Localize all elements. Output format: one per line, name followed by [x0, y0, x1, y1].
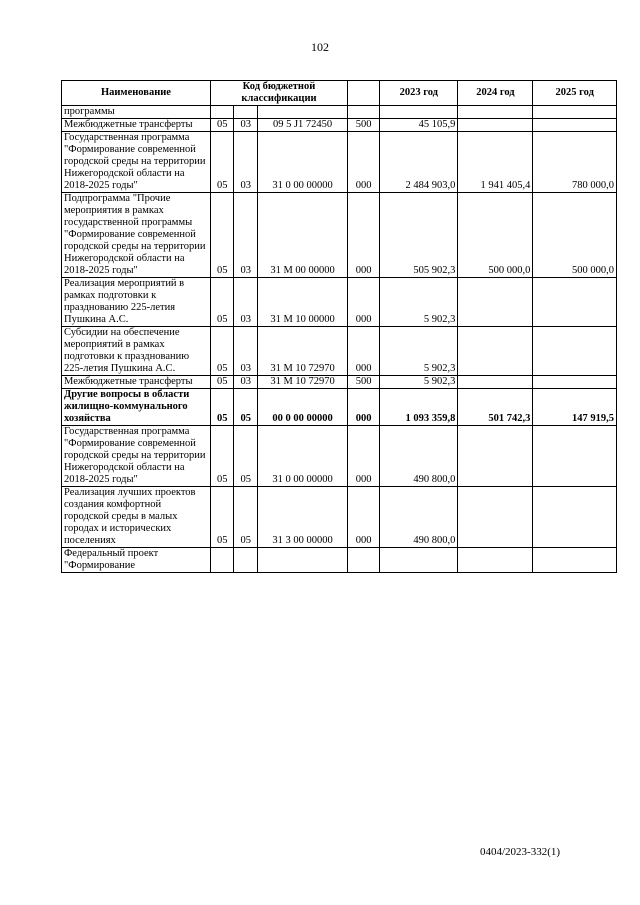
row-value-2024 — [458, 327, 533, 376]
row-subsection: 03 — [234, 376, 258, 389]
row-value-2025 — [533, 106, 617, 119]
table-row — [62, 426, 617, 487]
row-value-2025 — [533, 376, 617, 389]
row-value-2023: 505 902,3 — [380, 193, 458, 278]
table-row — [62, 548, 617, 573]
header-code-filler — [348, 81, 380, 106]
row-value-2025 — [533, 548, 617, 573]
row-subsection: 05 — [234, 389, 258, 426]
table-row — [62, 119, 617, 132]
header-code: Код бюджетной классификации — [210, 81, 347, 106]
row-value-2023 — [380, 548, 458, 573]
header-2025: 2025 год — [533, 81, 617, 106]
row-value-2025: 780 000,0 — [533, 132, 617, 193]
row-value-2025: 500 000,0 — [533, 193, 617, 278]
row-name: Межбюджетные трансферты — [62, 119, 211, 132]
row-expense-type — [348, 548, 380, 573]
row-section — [210, 106, 234, 119]
row-expense-type: 000 — [348, 487, 380, 548]
row-value-2024 — [458, 548, 533, 573]
table-row — [62, 278, 617, 327]
row-expense-type — [348, 106, 380, 119]
row-value-2025: 147 919,5 — [533, 389, 617, 426]
header-2024: 2024 год — [458, 81, 533, 106]
row-subsection: 03 — [234, 278, 258, 327]
row-subsection: 03 — [234, 132, 258, 193]
header-name: Наименование — [62, 81, 211, 106]
row-expense-type: 000 — [348, 327, 380, 376]
row-subsection — [234, 106, 258, 119]
row-value-2024 — [458, 119, 533, 132]
table-row — [62, 487, 617, 548]
row-value-2023 — [380, 106, 458, 119]
row-expense-type: 500 — [348, 119, 380, 132]
row-name: Субсидии на обеспечение мероприятий в рамках подготовки к празднованию 225-летия Пушкина А.С. — [62, 327, 211, 376]
row-value-2023: 490 800,0 — [380, 487, 458, 548]
row-name: Реализация мероприятий в рамках подготовки к празднованию 225-летия Пушкина А.С. — [62, 278, 211, 327]
row-target-code — [258, 548, 348, 573]
table-row — [62, 193, 617, 278]
row-section — [210, 548, 234, 573]
row-section: 05 — [210, 426, 234, 487]
row-section: 05 — [210, 132, 234, 193]
row-section: 05 — [210, 389, 234, 426]
row-section: 05 — [210, 376, 234, 389]
row-value-2023: 490 800,0 — [380, 426, 458, 487]
row-target-code: 31 М 10 00000 — [258, 278, 348, 327]
row-value-2023: 5 902,3 — [380, 327, 458, 376]
row-value-2025 — [533, 119, 617, 132]
row-section: 05 — [210, 193, 234, 278]
row-value-2025 — [533, 487, 617, 548]
row-name: программы — [62, 106, 211, 119]
header-2023: 2023 год — [380, 81, 458, 106]
row-name: Федеральный проект "Формирование — [62, 548, 211, 573]
row-subsection: 03 — [234, 119, 258, 132]
row-subsection: 05 — [234, 487, 258, 548]
row-target-code: 31 М 10 72970 — [258, 376, 348, 389]
row-expense-type: 500 — [348, 376, 380, 389]
budget-table — [61, 80, 617, 573]
row-name: Межбюджетные трансферты — [62, 376, 211, 389]
row-section: 05 — [210, 327, 234, 376]
row-expense-type: 000 — [348, 426, 380, 487]
row-value-2024 — [458, 278, 533, 327]
row-target-code: 31 3 00 00000 — [258, 487, 348, 548]
row-value-2024 — [458, 487, 533, 548]
row-value-2025 — [533, 327, 617, 376]
table-row — [62, 389, 617, 426]
table-row — [62, 132, 617, 193]
row-target-code — [258, 106, 348, 119]
table-row — [62, 106, 617, 119]
row-value-2025 — [533, 426, 617, 487]
table-row — [62, 376, 617, 389]
row-subsection: 03 — [234, 193, 258, 278]
row-name: Другие вопросы в области жилищно-коммунального хозяйства — [62, 389, 211, 426]
row-value-2023: 5 902,3 — [380, 278, 458, 327]
row-target-code: 09 5 J1 72450 — [258, 119, 348, 132]
row-target-code: 00 0 00 00000 — [258, 389, 348, 426]
row-value-2023: 5 902,3 — [380, 376, 458, 389]
row-target-code: 31 0 00 00000 — [258, 426, 348, 487]
row-expense-type: 000 — [348, 132, 380, 193]
row-target-code: 31 М 00 00000 — [258, 193, 348, 278]
row-name: Реализация лучших проектов создания комфортной городской среды в малых городах и исторических поселениях — [62, 487, 211, 548]
row-value-2024 — [458, 426, 533, 487]
row-value-2023: 45 105,9 — [380, 119, 458, 132]
row-expense-type: 000 — [348, 389, 380, 426]
row-section: 05 — [210, 119, 234, 132]
row-value-2024 — [458, 376, 533, 389]
document-code: 0404/2023-332(1) — [480, 846, 561, 858]
row-subsection: 03 — [234, 327, 258, 376]
row-name: Государственная программа "Формирование современной городской среды на территории Нижегородской области на 2018-2025 годы" — [62, 132, 211, 193]
row-name: Подпрограмма "Прочие мероприятия в рамках государственной программы "Формирование современной городской среды на территории Нижегородской области на 2018-2025 годы" — [62, 193, 211, 278]
row-value-2024: 1 941 405,4 — [458, 132, 533, 193]
row-value-2025 — [533, 278, 617, 327]
row-target-code: 31 М 10 72970 — [258, 327, 348, 376]
row-value-2023: 2 484 903,0 — [380, 132, 458, 193]
row-value-2024 — [458, 106, 533, 119]
row-section: 05 — [210, 278, 234, 327]
row-target-code: 31 0 00 00000 — [258, 132, 348, 193]
row-subsection — [234, 548, 258, 573]
table-row — [62, 327, 617, 376]
table-header-row — [62, 81, 617, 106]
row-value-2023: 1 093 359,8 — [380, 389, 458, 426]
row-section: 05 — [210, 487, 234, 548]
row-expense-type: 000 — [348, 193, 380, 278]
row-value-2024: 500 000,0 — [458, 193, 533, 278]
row-name: Государственная программа "Формирование современной городской среды на территории Нижегородской области на 2018-2025 годы" — [62, 426, 211, 487]
row-expense-type: 000 — [348, 278, 380, 327]
row-value-2024: 501 742,3 — [458, 389, 533, 426]
page-number: 102 — [311, 40, 329, 54]
row-subsection: 05 — [234, 426, 258, 487]
